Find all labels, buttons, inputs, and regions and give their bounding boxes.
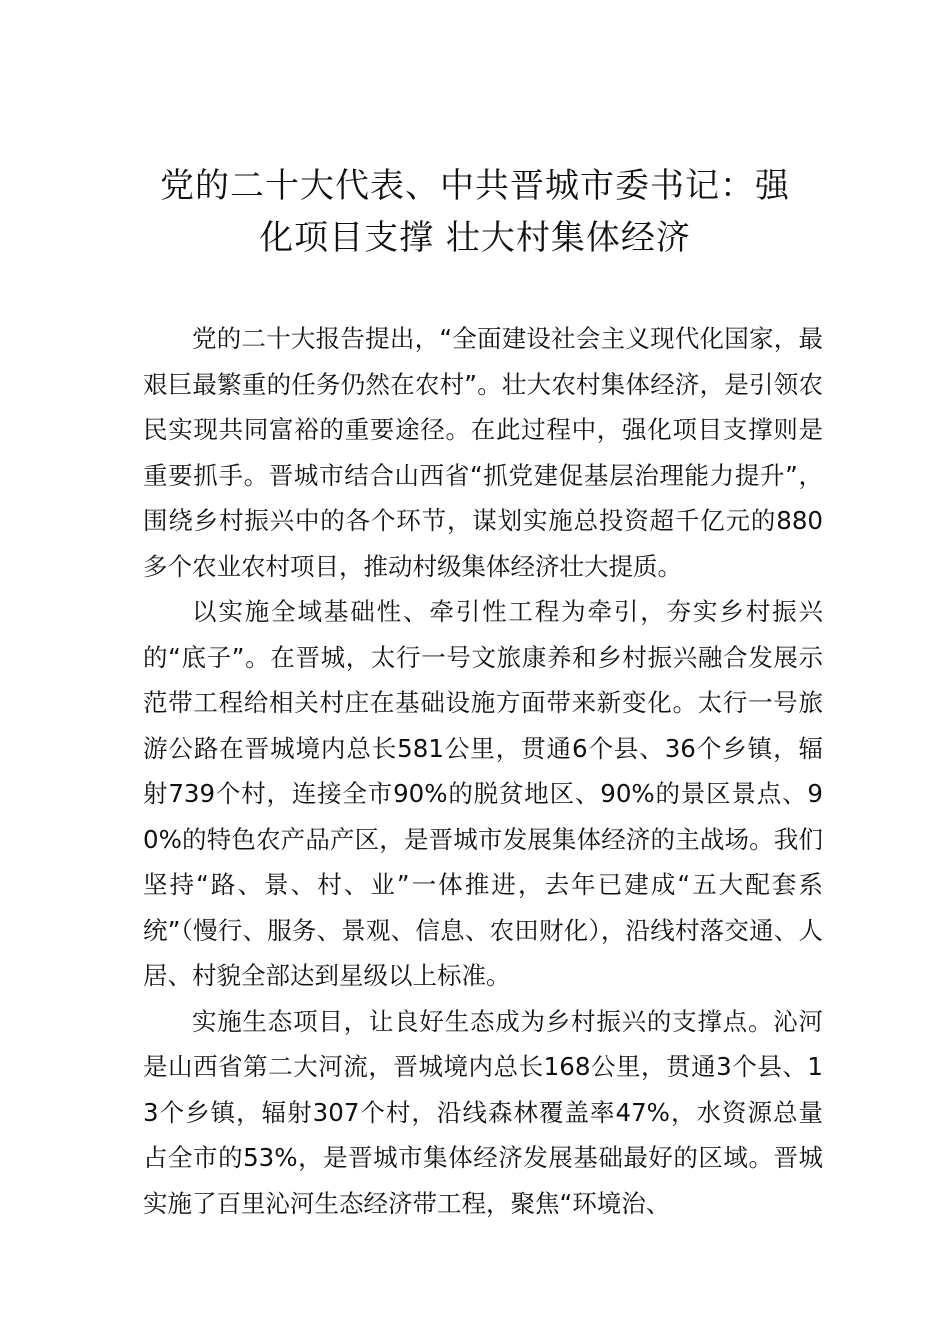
paragraph-2: 以实施全域基础性、牵引性工程为牵引，夯实乡村振兴的“底子”。在晋城，太行一号文旅康养和乡村振兴融合发展示范带工程给相关村庄在基础设施方面带来新变化。太行一号旅游公路在晋城境内总长581公里，贯通6个县、36个乡镇，辐射739个村，连接全市90%的脱贫地区、90%的景区景点、90%的特色农产品产区，是晋城市发展集体经济的主战场。我们坚持“路、景、村、业”一体推进，去年已建成“五大配套系统”（慢行、服务、景观、信息、农田财化），沿线村落交通、人居、村貌全部达到星级以上标准。: [143, 597, 823, 990]
title-line-2: 化项目支撑 壮大村集体经济: [259, 218, 691, 258]
article-body: [143, 316, 823, 1226]
paragraph-3: 实施生态项目，让良好生态成为乡村振兴的支撑点。沁河是山西省第二大河流，晋城境内总长168公里，贯通3个县、13个乡镇，辐射307个村，沿线森林覆盖率47%，水资源总量占全市的53%，是晋城市集体经济发展基础最好的区域。晋城实施了百里沁河生态经济带工程，聚焦“环境治、: [143, 1006, 823, 1218]
article-title: [140, 162, 810, 262]
paragraph-1: 党的二十大报告提出，“全面建设社会主义现代化国家，最艰巨最繁重的任务仍然在农村”。壮大农村集体经济，是引领农民实现共同富裕的重要途径。在此过程中，强化项目支撑则是重要抓手。晋城市结合山西省“抓党建促基层治理能力提升”，围绕乡村振兴中的各个环节，谋划实施总投资超千亿元的880多个农业农村项目，推动村级集体经济壮大提质。: [143, 324, 823, 581]
title-line-1: 党的二十大代表、中共晋城市委书记：强: [160, 166, 790, 206]
